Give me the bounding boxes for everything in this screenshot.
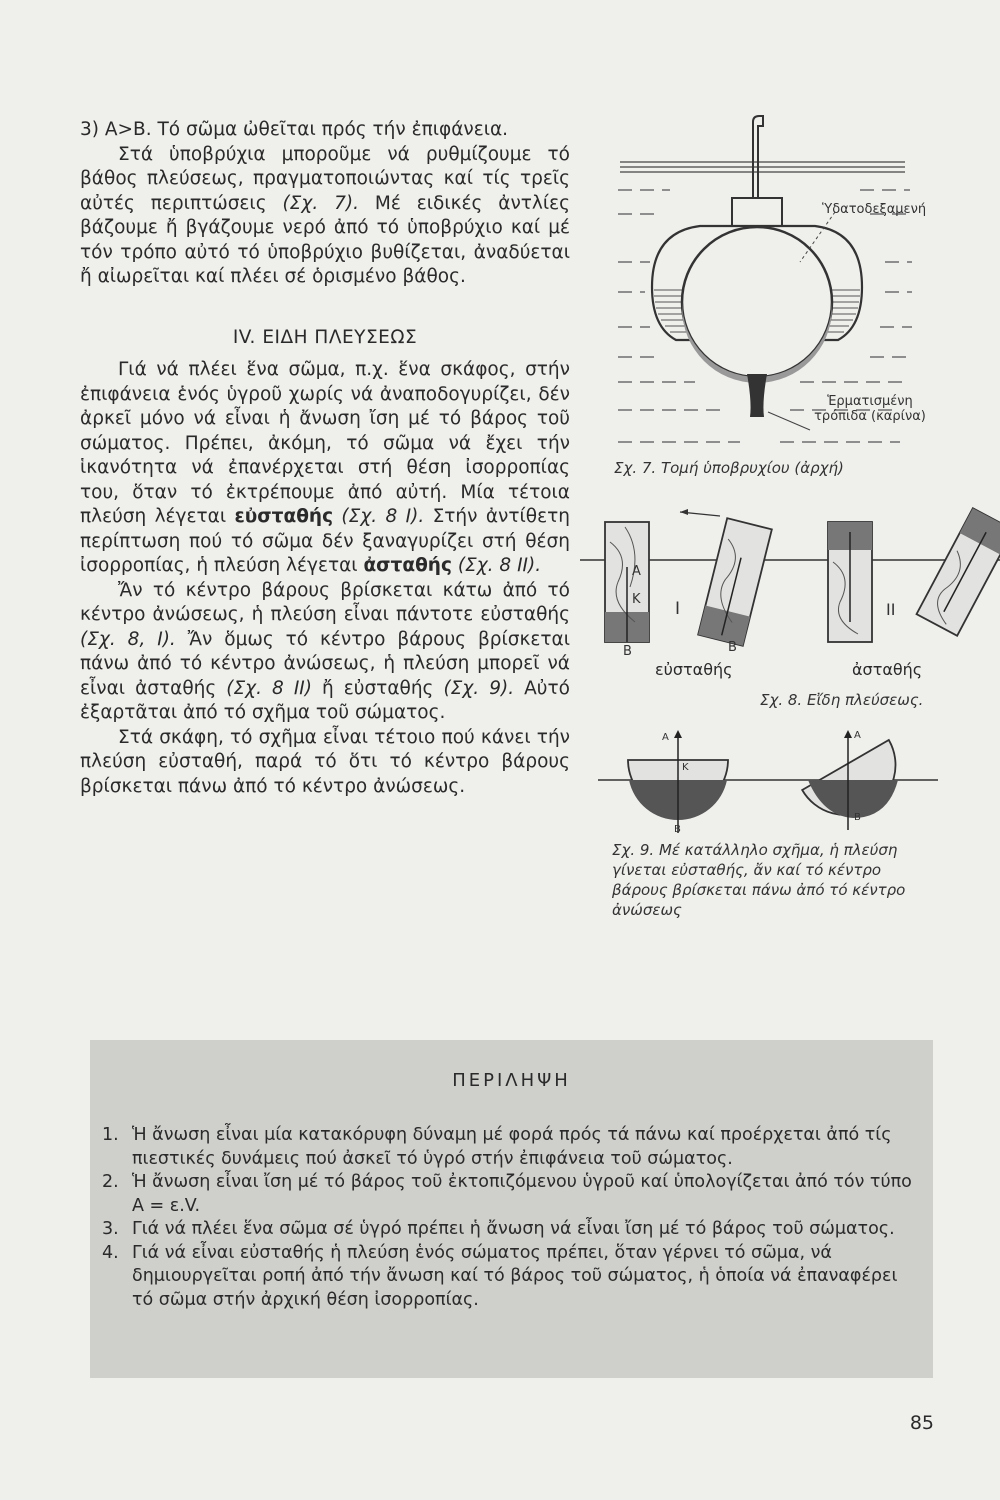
label-A: Α xyxy=(632,564,641,579)
figure-9-caption: Σχ. 9. Μέ κατάλληλο σχῆμα, ἡ πλεύση γίνεται εὐσταθής, ἄν καί τό κέντρο βάρους βρίσκεται πάνω ἀπό τό κέντρο ἀνώσεως xyxy=(612,841,906,919)
page-number: 85 xyxy=(909,1412,934,1434)
figure-7-caption: Σχ. 7. Τομή ὑποβρυχίου (ἀρχή) xyxy=(614,459,844,477)
label-A: Α xyxy=(854,730,861,741)
main-text-column xyxy=(80,118,570,799)
figure-ref: (Σχ. 8 ΙΙ) xyxy=(226,677,312,699)
figure-ref: (Σχ. 9). xyxy=(443,677,515,699)
label-stable: εὐσταθής xyxy=(655,660,733,679)
label-II: ΙΙ xyxy=(886,600,896,619)
paragraph-submarine: Στά ὑποβρύχια μποροῦμε νά ρυθμίζουμε τό βάθος πλεύσεως, πραγματοποιώντας καί τίς τρεῖς αὐτές περιπτώσεις (Σχ. 7). Μέ ειδικές ἀντλίες βάζουμε ἤ βγάζουμε νερό ἀπό τό ὑποβρύχιο καί μέ τόν τρόπο αὐτό τό ὑποβρύχιο βυθίζεται, ἀναδύεται ἤ αἰωρεῖται καί πλέει σέ ὁρισμένο βάθος. xyxy=(80,143,570,287)
paragraph-ships: Στά σκάφη, τό σχῆμα εἶναι τέτοιο πού κάνει τήν πλεύση εὐσταθή, παρά τό ὅτι τό κέντρο βάρους βρίσκεται πάνω ἀπό τό κέντρο ἀνώσεως. xyxy=(80,726,570,797)
label-B: Β xyxy=(728,640,737,655)
figure-7 xyxy=(600,112,930,492)
summary-box xyxy=(90,1040,933,1378)
label-B: Β xyxy=(674,824,681,835)
paragraph-case-3: 3) Α>Β. Τό σῶμα ὠθεῖται πρός τήν ἐπιφάνεια. xyxy=(80,119,509,140)
label-ballast-tank: Ὑδατοδεξαμενή xyxy=(822,202,927,217)
figure-ref: (Σχ. 8, Ι). xyxy=(80,628,176,650)
hemisphere-floating-drawing xyxy=(598,718,938,838)
label-B: Β xyxy=(623,644,632,659)
term-stable: εὐσταθής xyxy=(234,506,334,527)
summary-item: 3. Γιά νά πλέει ἕνα σῶμα σέ ὑγρό πρέπει ἡ ἄνωση νά εἶναι ἴση μέ τό βάρος τοῦ σώματος. xyxy=(102,1219,895,1239)
summary-title: ΠΕΡΙΛΗΨΗ xyxy=(452,1070,571,1091)
figure-ref: (Σχ. 8 ΙΙ). xyxy=(457,555,542,576)
label-unstable: ἀσταθής xyxy=(852,660,923,679)
summary-item: 2. Ἡ ἄνωση εἶναι ἴση μέ τό βάρος τοῦ ἐκτοπιζόμενου ὑγροῦ καί ὑπολογίζεται ἀπό τόν τύπο Α = ε.V. xyxy=(102,1172,912,1216)
summary-list xyxy=(102,1124,924,1312)
figure-9 xyxy=(598,718,938,938)
summary-item: 4. Γιά νά εἶναι εὐσταθής ἡ πλεύση ἑνός σώματος πρέπει, ὅταν γέρνει τό σῶμα, νά δημιουργεῖται ροπή ἀπό τήν ἄνωση καί τό βάρος τοῦ σώματος, ἡ ὁποία νά ἐπαναφέρει τό σῶμα στήν ἀρχική θέση ἰσορροπίας. xyxy=(102,1242,898,1310)
paragraph-center-of-gravity: Ἄν τό κέντρο βάρους βρίσκεται κάτω ἀπό τό κέντρο ἀνώσεως, ἡ πλεύση εἶναι πάντοτε εὐσταθής (Σχ. 8, Ι). Ἄν ὅμως τό κέντρο βάρους βρίσκεται πάνω ἀπό τό κέντρο ἀνώσεως, ἡ πλεύση μπορεῖ νά εἶναι ἀσταθής (Σχ. 8 ΙΙ) ἤ εὐσταθής (Σχ. 9). Αὐτό ἐξαρτᾶται ἀπό τό σχῆμα τοῦ σώματος. xyxy=(80,579,571,723)
label-K: Κ xyxy=(632,592,641,607)
label-A: Α xyxy=(662,732,669,743)
label-K: Κ xyxy=(682,762,689,773)
paragraph-floating-types: Γιά νά πλέει ἕνα σῶμα, π.χ. ἕνα σκάφος, στήν ἐπιφάνεια ἑνός ὑγροῦ χωρίς νά ἀναποδογυρίζει, δέν ἀρκεῖ μόνο νά εἶναι ἡ ἄνωση ἴση μέ τό βάρος τοῦ σώματος. Πρέπει, ἀκόμη, τό σῶμα νά ἔχει τήν ἱκανότητα νά ἐπανέρχεται στή θέση ἰσορροπίας του, ὅταν τό ἐκτρέπουμε ἀπό αὐτή. Μία τέτοια πλεύση λέγεται εὐσταθής (Σχ. 8 Ι). Στήν ἀντίθετη περίπτωση πού τό σῶμα δέν ξαναγυρίζει στή θέση ἰσορροπίας, ἡ πλεύση λέγεται ἀσταθής (Σχ. 8 ΙΙ). xyxy=(80,359,570,576)
section-heading: IV. ΕΙΔΗ ΠΛΕΥΣΕΩΣ xyxy=(232,326,418,348)
label-ballasted-keel: Ἑρματισμένη τρόπιδα (καρίνα) xyxy=(814,394,926,424)
figure-ref: (Σχ. 8 Ι). xyxy=(341,506,425,527)
floating-blocks-drawing xyxy=(580,502,1000,662)
figure-8-caption: Σχ. 8. Εἴδη πλεύσεως. xyxy=(760,691,924,709)
figure-8 xyxy=(580,502,1000,718)
label-I: Ι xyxy=(675,599,681,619)
summary-item: 1. Ἡ ἄνωση εἶναι μία κατακόρυφη δύναμη μέ φορά πρός τά πάνω καί προέρχεται ἀπό τίς πιεστικές δυνάμεις πού ἀσκεῖ τό ὑγρό στήν ἐπιφάνεια τοῦ σώματος. xyxy=(102,1125,892,1169)
term-unstable: ἀσταθής xyxy=(363,555,452,576)
label-B: Β xyxy=(854,812,861,823)
figure-ref: (Σχ. 7). xyxy=(282,192,359,214)
